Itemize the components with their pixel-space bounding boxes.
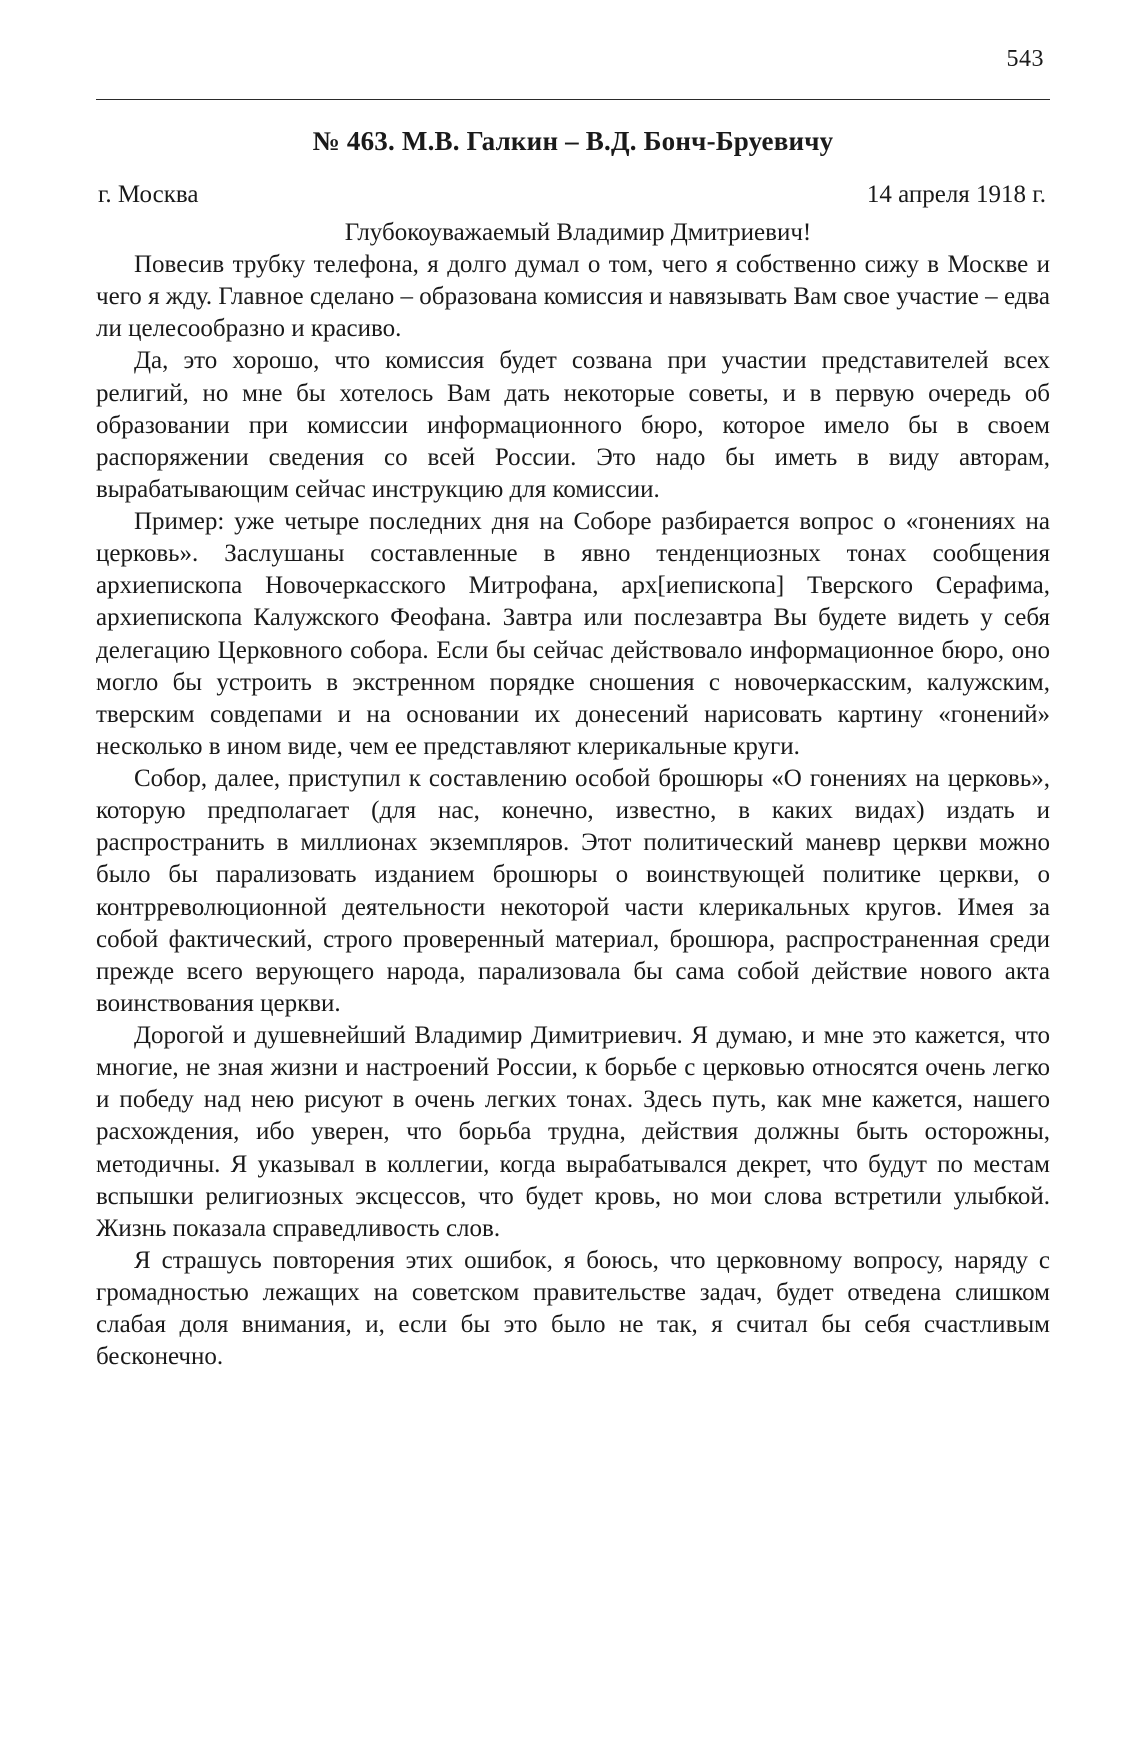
paragraph: Я страшусь повторения этих ошибок, я боюсь, что церковному вопросу, наряду с громадностью лежащих на советском правительстве задач, будет отведена слишком слабая доля внимания, и, если бы это было не так, я считал бы себя счастливым бесконечно.	[96, 1246, 1050, 1371]
paragraph: Пример: уже четыре последних дня на Соборе разбирается вопрос о «гонениях на церковь». Заслушаны составленные в явно тенденциозных тонах сообщения архиепископа Новочеркасского Митрофана, арх[иепископа] Тверского Серафима, архиепископа Калужского Феофана. Завтра или послезавтра Вы будете видеть у себя делегацию Церковного собора. Если бы сейчас действовало информационное бюро, оно могло бы устроить в экстренном порядке сношения с новочеркасским, калужским, тверским совдепами и на основании их донесений нарисовать картину «гонений» несколько в ином виде, чем ее представляют клерикальные круги.	[96, 508, 1050, 760]
header-divider	[96, 99, 1050, 100]
paragraph: Дорогой и душевнейший Владимир Димитриевич. Я думаю, и мне это кажется, что многие, не зная жизни и настроений России, к борьбе с церковью относятся очень легко и победу над нею рисуют в очень легких тонах. Здесь путь, как мне кажется, нашего расхождения, ибо уверен, что борьба трудна, действия должны быть осторожны, методичны. Я указывал в коллегии, когда вырабатывался декрет, что будут по местам вспышки религиозных эксцессов, что будет кровь, но мои слова встретили улыбкой. Жизнь показала справедливость слов.	[96, 1022, 1050, 1242]
paragraph: Повесив трубку телефона, я долго думал о том, чего я собственно сижу в Москве и чего я жду. Главное сделано – образована комиссия и навязывать Вам свое участие – едва ли целесообразно и красиво.	[96, 251, 1050, 343]
letter-date: 14 апреля 1918 г.	[866, 181, 1046, 208]
letter-body	[96, 249, 1050, 1373]
page-title: № 463. М.В. Галкин – В.Д. Бонч-Бруевичу	[312, 126, 834, 156]
letter-meta	[96, 181, 1050, 209]
page-number: 543	[1006, 46, 1044, 72]
letter-place: г. Москва	[98, 181, 199, 208]
paragraph: Собор, далее, приступил к составлению особой брошюры «О гонениях на церковь», которую предполагает (для нас, конечно, известно, в каких видах) издать и распространить в миллионах экземпляров. Этот политический маневр церкви можно было бы парализовать изданием брошюры о воинствующей политике церкви, о контрреволюционной деятельности некоторой части клерикальных кругов. Имея за собой фактический, строго проверенный материал, брошюра, распространенная среди прежде всего верующего народа, парализовала бы сама собой действие нового акта воинствования церкви.	[96, 765, 1050, 1017]
letter-salutation: Глубокоуважаемый Владимир Дмитриевич!	[344, 219, 812, 246]
paragraph: Да, это хорошо, что комиссия будет созвана при участии представителей всех религий, но мне бы хотелось Вам дать некоторые советы, и в первую очередь об образовании при комиссии информационного бюро, которое имело бы в своем распоряжении сведения со всей России. Это надо бы иметь в виду авторам, вырабатывающим сейчас инструкцию для комиссии.	[96, 347, 1050, 503]
